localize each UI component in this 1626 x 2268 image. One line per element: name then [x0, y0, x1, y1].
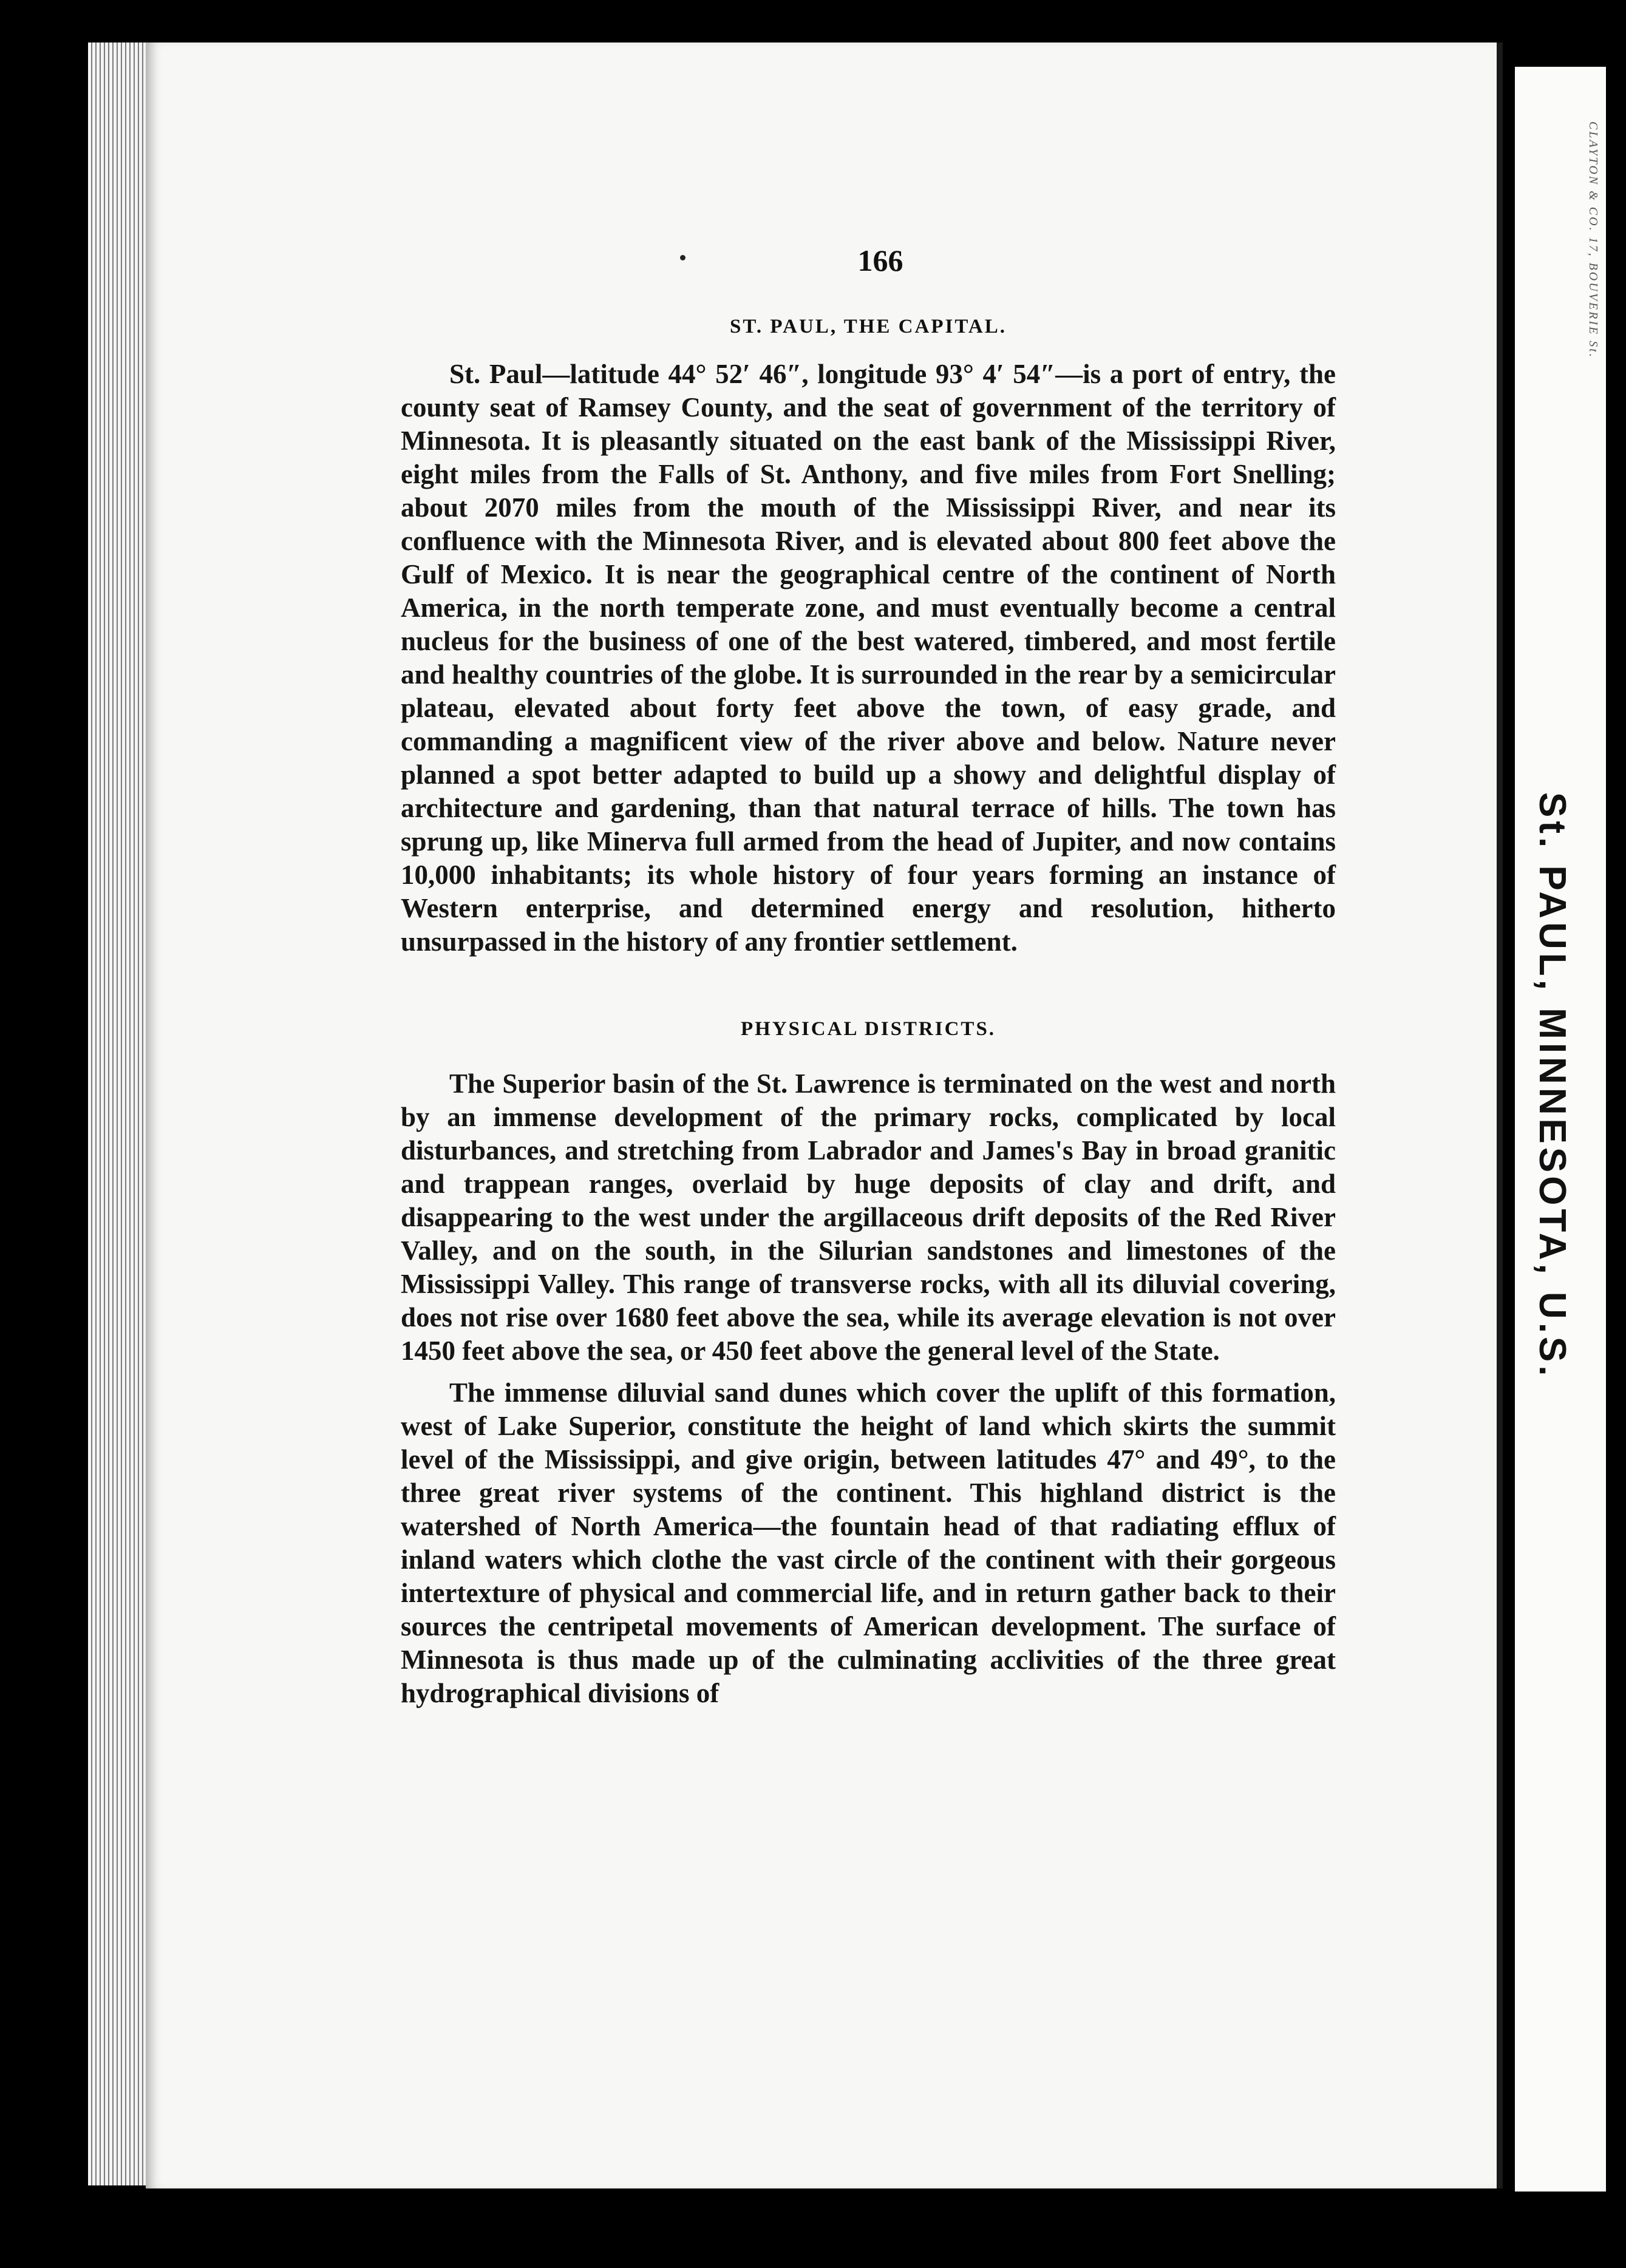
side-title: St. PAUL, MINNESOTA, U.S.: [1531, 792, 1573, 1380]
section-heading-physical-districts: PHYSICAL DISTRICTS.: [740, 1018, 996, 1040]
paragraph-capital: St. Paul—latitude 44° 52′ 46″, longitude 93° 4′ 54″—is a port of entry, the county seat of Ramsey County, and the seat of government of the territory of Minnesota. It is pleasantly situated on the east bank of the Mississippi River, eight miles from the Falls of St. Anthony, and five miles from Fort Snelling; about 2070 miles from the mouth of the Mississippi River, and near its confluence with the Minnesota River, and is elevated about 800 feet above the Gulf of Mexico. It is near the geographical centre of the continent of North America, in the north temperate zone, and must eventually become a central nucleus for the business of one of the best watered, timbered, and most fertile and healthy countries of the globe. It is surrounded in the rear by a semicircular plateau, elevated about forty feet above the town, of easy grade, and commanding a magnificent view of the river above and below. Nature never planned a spot better adapted to build up a showy and delightful display of architecture and gardening, than that natural terrace of hills. The town has sprung up, like Minerva full armed from the head of Jupiter, and now contains 10,000 inhabitants; its whole history of four years forming an instance of Western enterprise, and determined energy and resolution, hitherto unsurpassed in the history of any frontier settlement.: [401, 359, 1336, 957]
section-heading-capital: ST. PAUL, THE CAPITAL.: [730, 316, 1007, 338]
page-number: 166: [857, 243, 903, 277]
page-edge-stack: [88, 42, 146, 2185]
side-imprint: CLAYTON & CO. 17, BOUVERIE St.: [1587, 121, 1600, 359]
paragraph-superior-basin: The Superior basin of the St. Lawrence is terminated on the west and north by an immense development of the primary rocks, complicated by local disturbances, and stretching from Labrador and James's Bay in broad granitic and trappean ranges, overlaid by huge deposits of clay and drift, and disappearing to the west under the argillaceous drift deposits of the Red River Valley, and on the south, in the Silurian sandstones and limestones of the Mississippi Valley. This range of transverse rocks, with all its diluvial covering, does not rise over 1680 feet above the sea, while its average elevation is not over 1450 feet above the sea, or 450 feet above the general level of the State.: [401, 1068, 1336, 1366]
gutter-shadow: [1497, 42, 1503, 2188]
page-content: [401, 243, 1336, 1710]
paragraph-diluvial-dunes: The immense diluvial sand dunes which cover the uplift of this formation, west of Lake Superior, constitute the height of land which skirts the summit level of the Mississippi, and give origin, between latitudes 47° and 49°, to the three great river systems of the continent. This highland district is the watershed of North America—the fountain head of that radiating efflux of inland waters which clothe the vast circle of the continent with their gorgeous intertexture of physical and commercial life, and in return gather back to their sources the centripetal movements of American development. The surface of Minnesota is thus made up of the culminating acclivities of the three great hydrographical divisions of: [401, 1377, 1336, 1708]
